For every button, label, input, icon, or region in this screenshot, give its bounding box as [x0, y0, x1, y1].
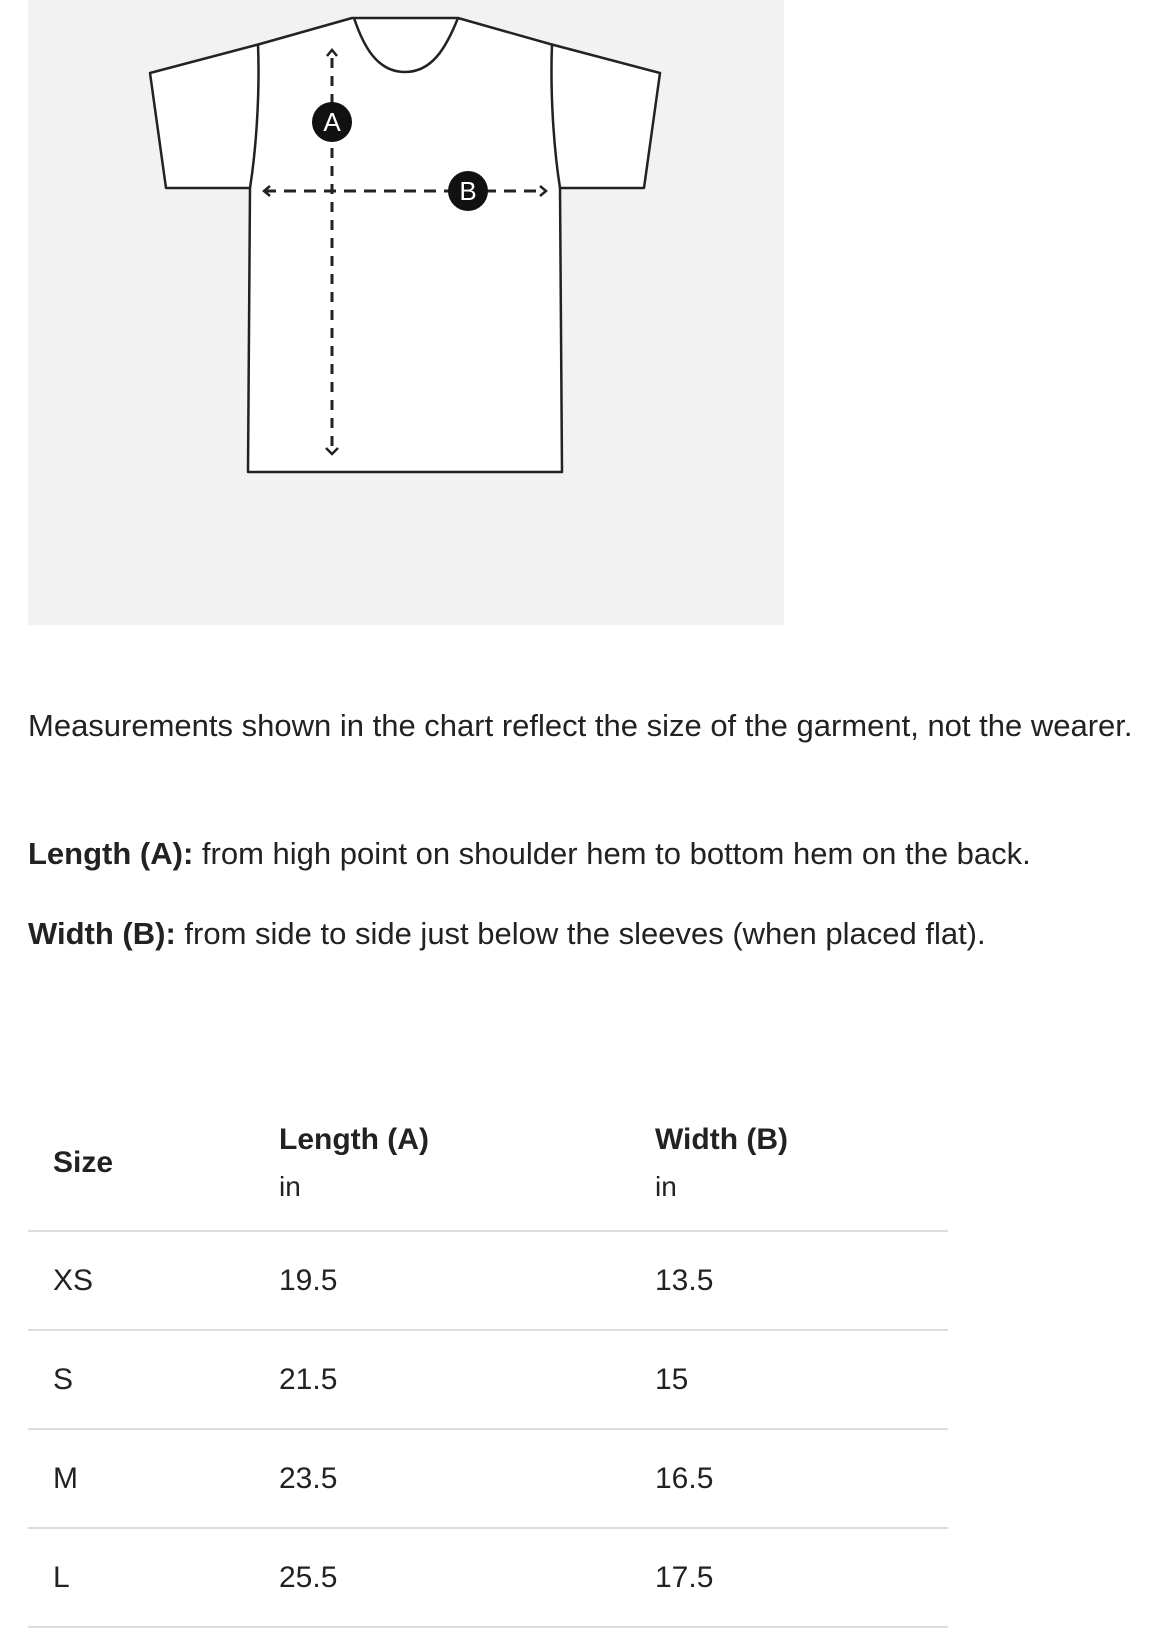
cell-width: 17.5: [655, 1528, 948, 1627]
width-term: Width (B):: [28, 916, 176, 951]
cell-size: L: [28, 1528, 279, 1627]
tshirt-diagram: [28, 0, 784, 625]
tshirt-outline: [150, 18, 660, 472]
garment-note: Measurements shown in the chart reflect the size of the garment, not the wearer.: [28, 708, 1133, 743]
cell-length: 21.5: [279, 1330, 655, 1429]
cell-length: 25.5: [279, 1528, 655, 1627]
table-header-row: [28, 1095, 948, 1231]
length-description: from high point on shoulder hem to bottom hem on the back.: [201, 836, 1031, 871]
length-term: Length (A):: [28, 836, 194, 871]
width-definition: [28, 910, 1138, 958]
header-width-label: Width (B): [655, 1122, 789, 1156]
cell-width: 15: [655, 1330, 948, 1429]
cell-size: XS: [28, 1231, 279, 1330]
cell-length: 23.5: [279, 1429, 655, 1528]
header-width: [655, 1095, 948, 1231]
table-row: [28, 1231, 948, 1330]
cell-width: 13.5: [655, 1231, 948, 1330]
header-width-unit: in: [655, 1170, 677, 1202]
cell-width: 16.5: [655, 1429, 948, 1528]
length-definition: [28, 830, 1138, 878]
cell-size: M: [28, 1429, 279, 1528]
badge-a-label: A: [323, 107, 341, 137]
cell-length: 19.5: [279, 1231, 655, 1330]
badge-b-label: B: [459, 176, 477, 206]
table-row: [28, 1330, 948, 1429]
header-length-label: Length (A): [279, 1122, 429, 1156]
tshirt-diagram-panel: [28, 0, 784, 625]
width-description: from side to side just below the sleeves (when placed flat).: [184, 916, 986, 951]
header-length-unit: in: [279, 1170, 301, 1202]
table-row: [28, 1528, 948, 1627]
header-size: Size: [28, 1095, 279, 1231]
size-chart-table: [28, 1095, 948, 1628]
header-length: [279, 1095, 655, 1231]
table-row: [28, 1429, 948, 1528]
cell-size: S: [28, 1330, 279, 1429]
